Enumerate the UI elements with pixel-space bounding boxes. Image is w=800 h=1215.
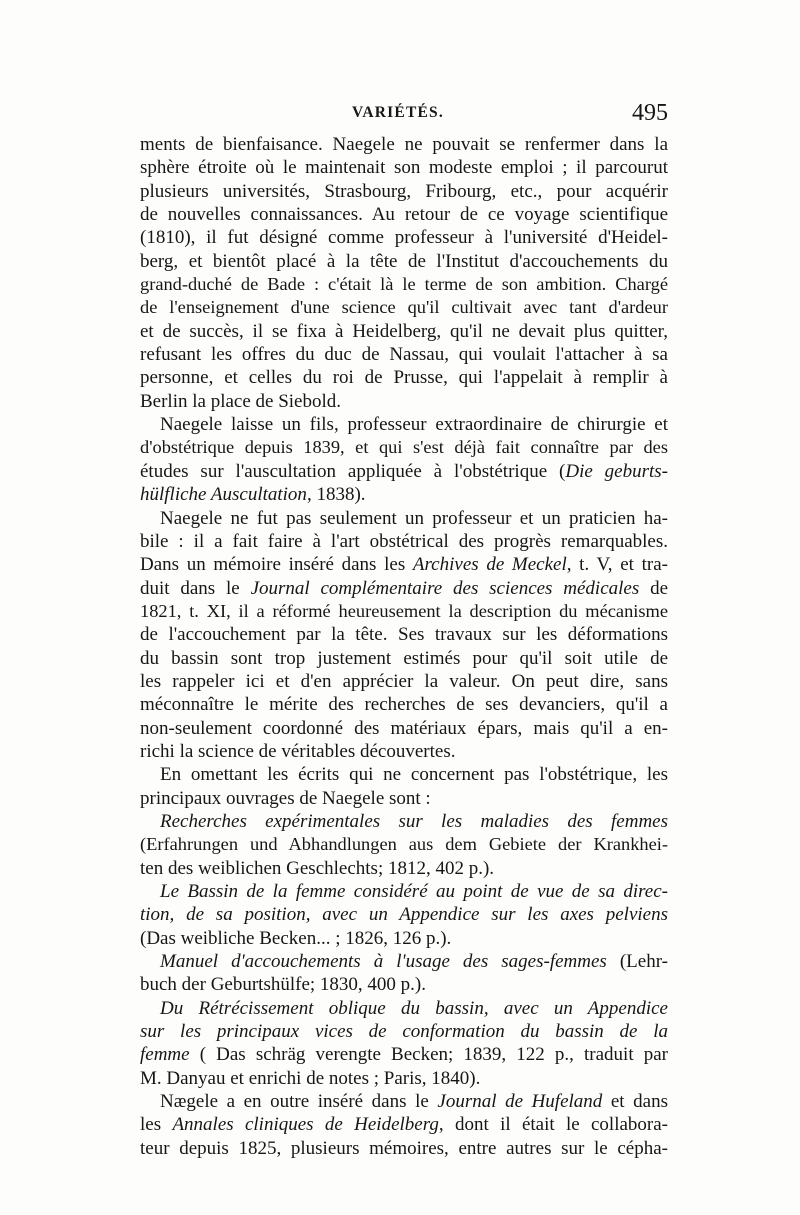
text-line bbox=[140, 1113, 668, 1136]
text-segment: , 1838). bbox=[306, 484, 366, 506]
text-line bbox=[140, 577, 668, 600]
text-line: Berlin la place de Siebold. bbox=[140, 390, 342, 412]
text-line: teur depuis 1825, plusieurs mémoires, entre autres sur le cépha- bbox=[140, 1137, 668, 1159]
running-head bbox=[140, 100, 668, 130]
text-line: d'obstétrique depuis 1839, et qui s'est déjà fait connaître par des bbox=[140, 437, 668, 458]
text-line bbox=[140, 810, 668, 833]
text-line: principaux ouvrages de Naegele sont : bbox=[140, 787, 431, 809]
text-line: grand-duché de Bade : c'était là le terme de son ambition. Chargé bbox=[140, 274, 668, 295]
journal-title: Annales cliniques de Heidelberg bbox=[172, 1114, 439, 1136]
work-title: Recherches expérimentales sur les maladies des femmes bbox=[160, 810, 668, 832]
work-title: sur les principaux vices de conformation du bassin de la bbox=[140, 1021, 668, 1043]
text-segment: et dans bbox=[602, 1091, 668, 1113]
text-line: buch der Geburtshülfe; 1830, 400 p.). bbox=[140, 974, 426, 996]
text-line: méconnaître le mérite des recherches de ses devanciers, qu'il a bbox=[140, 694, 668, 716]
journal-title: Journal complémentaire des sciences médicales bbox=[250, 577, 640, 599]
work-title: tion, de sa position, avec un Appendice sur les axes pelviens bbox=[140, 904, 668, 926]
text-line bbox=[140, 1020, 668, 1043]
running-head-title: VARIÉTÉS. bbox=[352, 104, 444, 121]
text-line bbox=[140, 483, 668, 506]
text-line: richi la science de véritables découvertes. bbox=[140, 740, 456, 762]
book-title: hülfliche Auscultation bbox=[140, 484, 307, 506]
text-segment: (Lehr- bbox=[606, 951, 668, 973]
text-segment: Dans un mémoire inséré dans les bbox=[140, 554, 413, 576]
text-line: 1821, t. XI, il a réformé heureusement la description du mécanisme bbox=[140, 600, 668, 621]
text-line: Naegele ne fut pas seulement un professeur et un praticien ha- bbox=[160, 507, 668, 529]
text-segment: , t. V, et tra- bbox=[566, 554, 668, 576]
text-line: (Erfahrungen und Abhandlungen aus dem Gebiete der Krankhei- bbox=[140, 834, 668, 855]
text-line: M. Danyau et enrichi de notes ; Paris, 1840). bbox=[140, 1067, 481, 1089]
text-line: de l'enseignement d'une science qu'il cultivait avec tant d'ardeur bbox=[140, 297, 668, 318]
text-line: (Das weibliche Becken... ; 1826, 126 p.). bbox=[140, 927, 452, 949]
work-title: Le Bassin de la femme considéré au point de vue de sa direc- bbox=[160, 881, 668, 902]
work-title: Manuel d'accouchements à l'usage des sages-femmes bbox=[160, 951, 607, 973]
text-line: berg, et bientôt placé à la tête de l'Institut d'accouchements du bbox=[140, 250, 668, 272]
text-line: ten des weiblichen Geschlechts; 1812, 402 p.). bbox=[140, 857, 495, 879]
text-line: non-seulement coordonné des matériaux épars, mais qu'il a en- bbox=[140, 717, 668, 739]
work-title: Du Rétrécissement oblique du bassin, avec un Appendice bbox=[160, 997, 668, 1019]
text-segment: , dont il était le collabora- bbox=[438, 1114, 669, 1136]
book-title: Die geburts- bbox=[565, 460, 669, 482]
text-line: En omettant les écrits qui ne concernent pas l'obstétrique, les bbox=[160, 764, 668, 786]
text-line: ments de bienfaisance. Naegele ne pouvait se renfermer dans la bbox=[140, 134, 668, 155]
text-line bbox=[140, 997, 668, 1020]
text-line bbox=[140, 880, 668, 903]
text-line bbox=[140, 460, 668, 483]
text-line: et de succès, il se fixa à Heidelberg, qu'il ne devait plus quitter, bbox=[140, 320, 668, 342]
text-segment: les bbox=[140, 1114, 173, 1136]
text-line bbox=[140, 950, 668, 973]
text-line: de l'accouchement par la tête. Ses travaux sur les déformations bbox=[140, 624, 668, 646]
work-title: femme bbox=[140, 1044, 190, 1066]
text-line bbox=[140, 553, 668, 576]
text-line: du bassin sont trop justement estimés pour qu'il soit utile de bbox=[140, 647, 668, 669]
text-line: bile : il a fait faire à l'art obstétrical des progrès remarquables. bbox=[140, 530, 668, 552]
text-line: (1810), il fut désigné comme professeur à l'université d'Heidel- bbox=[140, 227, 668, 249]
text-segment: études sur l'auscultation appliquée à l'obstétrique ( bbox=[140, 460, 566, 482]
text-line: Naegele laisse un fils, professeur extraordinaire de chirurgie et bbox=[160, 414, 668, 436]
journal-title: Journal de Hufeland bbox=[437, 1091, 603, 1113]
text-line: plusieurs universités, Strasbourg, Fribourg, etc., pour acquérir bbox=[140, 180, 668, 202]
text-segment: duit dans le bbox=[140, 577, 251, 599]
text-line: les rappeler ici et d'en apprécier la valeur. On peut dire, sans bbox=[140, 670, 668, 692]
text-segment: ( Das schräg verengte Becken; 1839, 122 p., traduit par bbox=[189, 1044, 668, 1066]
text-line: personne, et celles du roi de Prusse, qui l'appelait à remplir à bbox=[140, 367, 668, 389]
text-segment: de bbox=[639, 577, 669, 599]
text-line bbox=[140, 1043, 668, 1066]
journal-title: Archives de Meckel bbox=[412, 554, 567, 576]
body-text bbox=[140, 133, 668, 1160]
text-line: sphère étroite où le maintenait son modeste emploi ; il parcourut bbox=[140, 157, 668, 179]
text-line bbox=[140, 1090, 668, 1113]
text-segment: Nægele a en outre inséré dans le bbox=[160, 1091, 438, 1113]
text-line bbox=[140, 903, 668, 926]
text-line: refusant les offres du duc de Nassau, qui voulait l'attacher à sa bbox=[140, 344, 668, 366]
page-number: 495 bbox=[632, 100, 668, 126]
text-line: de nouvelles connaissances. Au retour de ce voyage scientifique bbox=[140, 204, 668, 226]
